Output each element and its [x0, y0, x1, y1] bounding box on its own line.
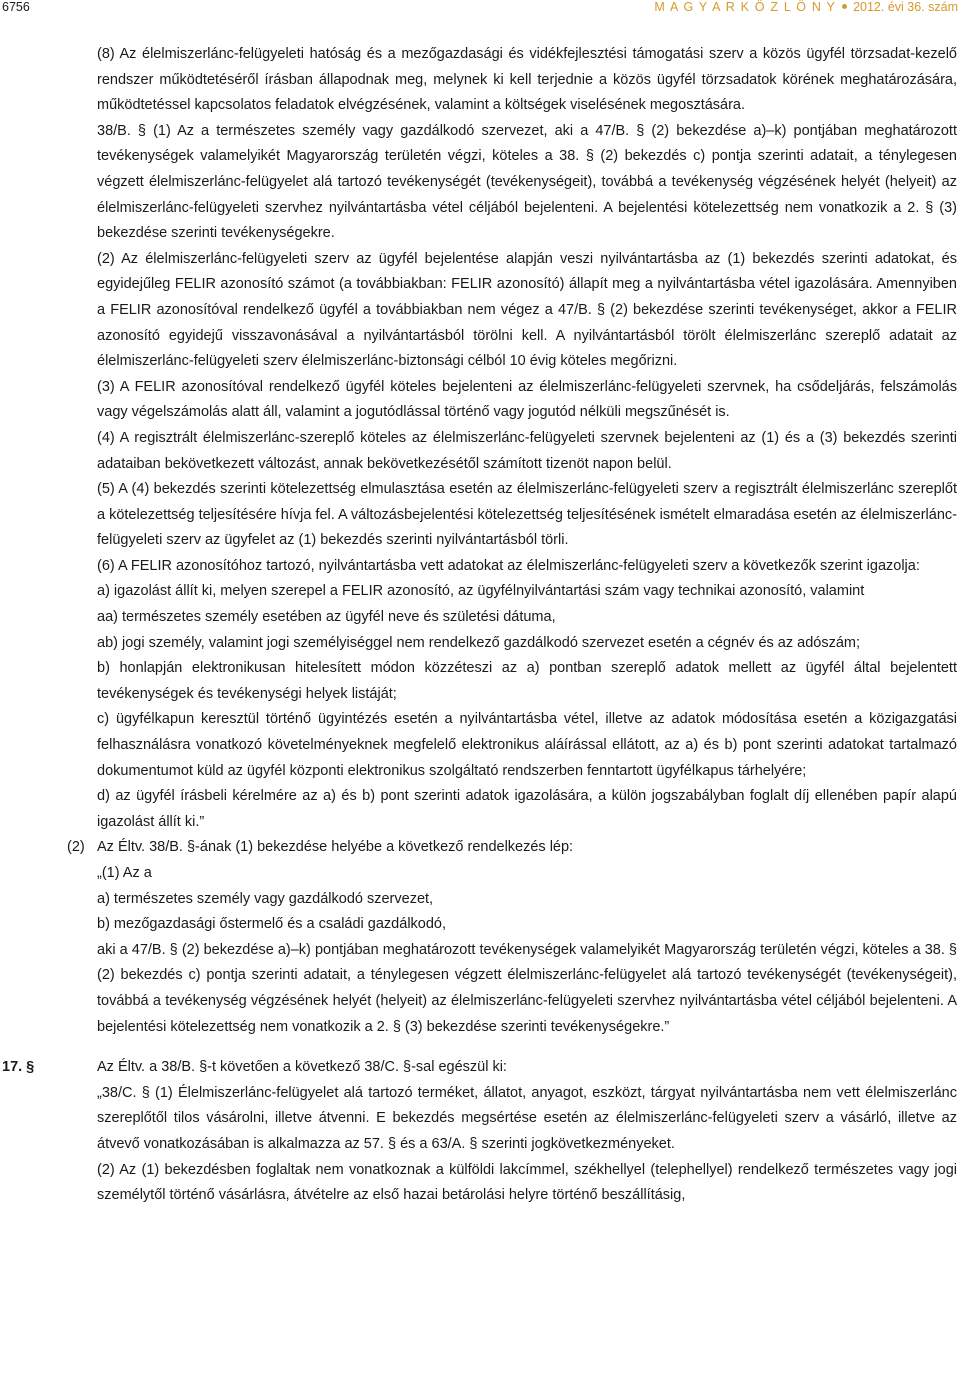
paragraph: a) igazolást állít ki, melyen szerepel a FELIR azonosító, az ügyfélnyilvántartási szám vagy technikai azonosító, valamint — [97, 583, 865, 600]
paragraph: b) mezőgazdasági őstermelő és a családi gazdálkodó, — [97, 916, 447, 933]
section-17 — [0, 1055, 960, 1209]
paragraph: Az Éltv. a 38/B. §-t követően a következő 38/C. §-sal egészül ki: — [97, 1059, 507, 1076]
paragraph: d) az ügyfél írásbeli kérelmére az a) és b) pont szerinti adatok igazolására, a külön jogszabályban foglalt díj ellenében papír alapú igazolást állít ki.” — [97, 788, 957, 830]
paragraph: aa) természetes személy esetében az ügyfél neve és születési dátuma, — [97, 609, 556, 626]
paragraph: (5) A (4) bekezdés szerinti kötelezettség elmulasztása esetén az élelmiszerlánc-felügyeleti szerv a regisztrált élelmiszerlánc szereplőt a kötelezettség teljesítésére hívja fel. A változásbejelentési kötelezettség teljesítésének ismételt elmaradása esetén az élelmiszerlánc-felügyeleti szerv az ügyfelet az (1) bekezdés szerinti nyilvántartásból törli. — [97, 481, 957, 549]
paragraph: Az Éltv. 38/B. §-ának (1) bekezdése helyébe a következő rendelkezés lép: — [97, 839, 574, 856]
paragraph: (3) A FELIR azonosítóval rendelkező ügyfél köteles bejelenteni az élelmiszerlánc-felügyeleti szervnek, ha csődeljárás, felszámolás vagy végelszámolás alatt áll, valamint a jogutódlással történő vagy jogutód nélküli megszűnését is. — [97, 378, 957, 421]
paragraph: ab) jogi személy, valamint jogi személyiséggel nem rendelkező gazdálkodó szervezet esetén a cégnév és az adószám; — [97, 634, 860, 651]
journal-header — [654, 0, 958, 14]
paragraph: (6) A FELIR azonosítóhoz tartozó, nyilvántartásba vett adatokat az élelmiszerlánc-felügyeleti szerv a következők szerint igazolja: — [97, 557, 920, 574]
paragraph: (2) Az (1) bekezdésben foglaltak nem vonatkoznak a külföldi lakcímmel, székhellyel (telephellyel) rendelkező természetes vagy jogi személytől történő vásárlásra, átvételre az első hazai betárolási helyre történő beszállításig, — [97, 1161, 957, 1204]
paragraph: (8) Az élelmiszerlánc-felügyeleti hatóság és a mezőgazdasági és vidékfejlesztési támogatási szerv a közös ügyfél törzsadat-kezelő rendszer működtetéséről írásban állapodnak meg, melynek ki kell terjednie a közös ügyfél törzsadatok körének meghatározására, működtetéssel kapcsolatos feladatok elvégzésének, valamint a költségek viselésének megosztására. — [97, 46, 957, 114]
section-gap — [0, 1040, 960, 1055]
page-header — [0, 0, 960, 22]
journal-title: M A G Y A R K Ö Z L Ö N Y — [654, 0, 837, 14]
issue-label: 2012. évi 36. szám — [853, 0, 958, 14]
paragraph: 38/B. § (1) Az a természetes személy vagy gazdálkodó szervezet, aki a 47/B. § (2) bekezdése a)–k) pontjában meghatározott tevékenységek valamelyikét Magyarország területén végzi, köteles a 38. § (2) bekezdés c) pontja szerinti adatait, a ténylegesen végzett élelmiszerlánc-felügyelet alá tartozó tevékenységét (tevékenységeit), továbbá a tevékenység végzésének helyét (helyeit) az élelmiszerlánc-felügyeleti szervhez nyilvántartásba vétel céljából bejelenteni. A bejelentési kötelezettség nem vonatkozik a 2. § (3) bekezdése szerinti tevékenységekre. — [97, 122, 957, 242]
bullet-icon — [842, 4, 847, 9]
document-body — [0, 42, 960, 1209]
point-number: (2) — [67, 839, 85, 856]
section-number: 17. § — [2, 1059, 35, 1076]
paragraph: aki a 47/B. § (2) bekezdése a)–k) pontjában meghatározott tevékenységek valamelyikét Magyarország területén végzi, köteles a 38. § (2) bekezdés c) pontja szerinti adatait, a ténylegesen végzett élelmiszerlánc-felügyelet alá tartozó tevékenységét (tevékenységeit), továbbá a tevékenység végzésének helyét (helyeit) az élelmiszerlánc-felügyeleti szervhez nyilvántartásba vétel céljából bejelenteni. A bejelentési kötelezettség nem vonatkozik a 2. § (3) bekezdése szerinti tevékenységekre.” — [97, 941, 957, 1035]
paragraph: (2) Az élelmiszerlánc-felügyeleti szerv az ügyfél bejelentése alapján veszi nyilvántartásba az (1) bekezdés szerinti adatokat, és egyidejűleg FELIR azonosító számot (a továbbiakban: FELIR azonosító) állapít meg a nyilvántartásba vétel igazolására. Amennyiben a FELIR azonosítóval rendelkező ügyfél a továbbiakban nem végez a 47/B. § (2) bekezdése szerinti tevékenységet, akkor a FELIR azonosító egyidejű visszavonásával a nyilvántartásból törölni kell. A nyilvántartásból törölt élelmiszerlánc szereplő adatait az élelmiszerlánc-felügyeleti szerv élelmiszerlánc-biztonsági célból 10 évig köteles megőrizni. — [97, 250, 957, 370]
paragraph: „38/C. § (1) Élelmiszerlánc-felügyelet alá tartozó terméket, állatot, anyagot, eszközt, tárgyat nyilvántartásba nem vett élelmiszerlánc szereplőtől tilos vásárolni, illetve átvenni. E bekezdés megsértése esetén az élelmiszerlánc-felügyeleti szerv a vásárló, illetve az átvevő vonatkozásában is alkalmazza az 57. § és a 63/A. § szerinti jogkövetkezményeket. — [97, 1084, 957, 1152]
page-number: 6756 — [2, 0, 30, 14]
paragraph: b) honlapján elektronikusan hitelesített módon közzéteszi az a) pontban szereplő adatok mellett az ügyfél által bejelentett tevékenységek és tevékenységi helyek listáját; — [97, 660, 957, 702]
paragraph: „(1) Az a — [97, 865, 152, 881]
amendment-point-2 — [0, 835, 960, 1040]
paragraph: (4) A regisztrált élelmiszerlánc-szereplő köteles az élelmiszerlánc-felügyeleti szervnek bejelenteni az (1) és a (3) bekezdés szerinti adataiban bekövetkezett változást, annak bekövetkezésétől számított tizenöt napon belül. — [97, 429, 957, 472]
paragraph: a) természetes személy vagy gazdálkodó szervezet, — [97, 890, 434, 907]
paragraph: c) ügyfélkapun keresztül történő ügyintézés esetén a nyilvántartásba vétel, illetve az adatok módosítása esetén a közigazgatási felhasználásra vonatkozó követelményeknek megfelelő elektronikus aláírással ellátott, az a) és b) pont szerinti adatokat tartalmazó dokumentumot küld az ügyfél központi elektronikus szolgáltató rendszerben fenntartott ügyfélkapus tárhelyére; — [97, 711, 957, 779]
